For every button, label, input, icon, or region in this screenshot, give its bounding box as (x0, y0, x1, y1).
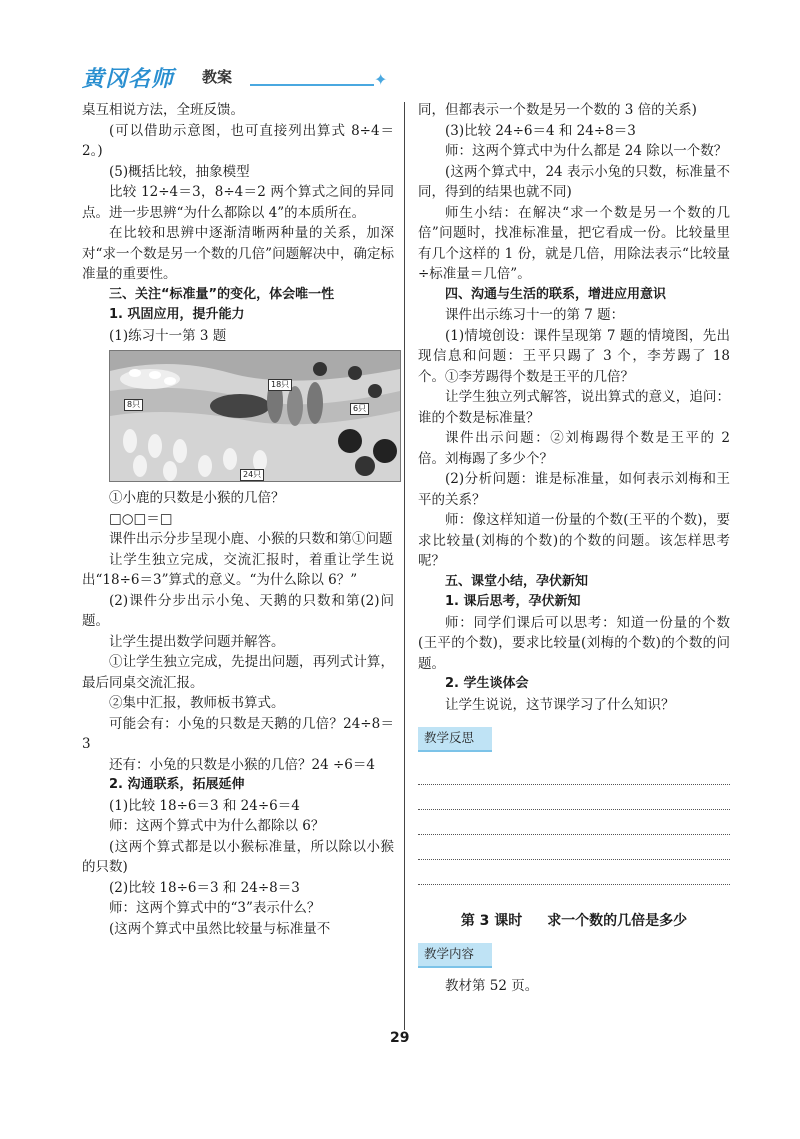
paragraph: 师生小结：在解决“求一个数是另一个数的几倍”问题时，找准标准量，把它看成一份。比较量里有几个这样的 1 份，就是几倍，用除法表示“比较量÷标准量＝几倍”。 (418, 204, 730, 282)
paragraph: (这两个算式中虽然比较量与标准量不 (109, 920, 331, 937)
paragraph: 师：这两个算式中为什么都是 24 除以一个数？ (445, 143, 728, 159)
paragraph: 让学生独立列式解答，说出算式的意义，追问：谁的个数是标准量？ (418, 389, 730, 426)
header-rule (250, 84, 374, 86)
paragraph: 师：像这样知道一份量的个数(王平的个数)，要求比较量(刘梅的个数)的个数的问题。该怎样思考呢？ (418, 512, 730, 569)
paragraph: 同，但都表示一个数是另一个数的 3 倍的关系) (418, 102, 697, 118)
section-heading: 四、沟通与生活的联系，增进应用意识 (445, 286, 667, 302)
paragraph: 课件出示分步呈现小鹿、小猴的只数和第①问题 (109, 531, 393, 547)
paragraph: (2)课件分步出示小兔、天鹅的只数和第(2)问题。 (82, 592, 394, 629)
paragraph: ①小鹿的只数是小猴的几倍？ (109, 490, 285, 506)
writing-line (418, 860, 730, 885)
lesson-title (418, 911, 730, 932)
paragraph: 课件出示问题：②刘梅踢得个数是王平的 2 倍。刘梅踢了多少个？ (418, 430, 730, 467)
paragraph: (5)概括比较，抽象模型 (109, 163, 250, 180)
column-divider (404, 102, 405, 1030)
paragraph: (1)情境创设：课件呈现第 7 题的情境图，先出现信息和问题：王平只踢了 3 个，李芳踢了 18 个。①李芳踢得个数是王平的几倍？ (418, 327, 730, 385)
brand-logo: 黄冈名师 (82, 67, 175, 92)
paragraph: (2)分析问题：谁是标准量，如何表示刘梅和王平的关系？ (418, 471, 730, 508)
paragraph: (可以借助示意图，也可直接列出算式 8÷4＝2。) (82, 122, 394, 159)
paragraph: 可能会有：小兔的只数是天鹅的几倍？24÷8＝3 (82, 715, 394, 752)
deer-count-label: 18只 (268, 379, 292, 391)
paragraph: ①让学生独立完成，先提出问题，再列式计算，最后同桌交流汇报。 (82, 654, 394, 691)
paragraph: (这两个算式都是以小猴标准量，所以除以小猴的只数) (82, 838, 394, 875)
monkey-count-label: 6只 (350, 403, 369, 415)
paragraph: (2)比较 18÷6＝3 和 24÷8＝3 (109, 879, 300, 896)
brand-subtitle: 教案 (202, 68, 233, 86)
subsection-heading: 1. 课后思考，孕伏新知 (445, 594, 581, 609)
paragraph: 让学生说说，这节课学习了什么知识？ (445, 696, 675, 713)
reflection-tag: 教学反思 (418, 727, 492, 752)
paragraph: (这两个算式中，24 表示小兔的只数，标准量不同，得到的结果也就不同) (418, 163, 730, 200)
paragraph: 师：同学们课后可以思考：知道一份量的个数(王平的个数)，要求比较量(刘梅的个数)的个数的问题。 (418, 614, 730, 672)
paragraph: 师：这两个算式中为什么都除以 6？ (109, 818, 325, 834)
swan-count-label: 8只 (124, 399, 143, 411)
paragraph: (3)比较 24÷6＝4 和 24÷8＝3 (445, 122, 636, 139)
paragraph: ②集中汇报，教师板书算式。 (109, 695, 285, 711)
rabbit-count-label: 24只 (240, 469, 264, 481)
page-header (82, 62, 722, 102)
reflection-lines (418, 760, 730, 885)
paragraph: 课件出示练习十一的第 7 题： (445, 307, 625, 323)
page-number: 29 (390, 1030, 410, 1046)
paragraph: (1)比较 18÷6＝3 和 24÷6＝4 (109, 797, 300, 814)
writing-line (418, 760, 730, 785)
subsection-heading: 2. 沟通联系，拓展延伸 (109, 777, 245, 792)
paragraph: 在比较和思辨中逐渐清晰两种量的关系，加深对“求一个数是另一个数的几倍”问题解决中，确定标准量的重要性。 (82, 225, 394, 282)
animals-scene (110, 351, 400, 481)
right-column (418, 100, 730, 996)
writing-line (418, 785, 730, 810)
content-tag: 教学内容 (418, 943, 492, 968)
sparkle-icon: ✦ (374, 70, 388, 89)
paragraph: 让学生提出数学问题并解答。 (109, 633, 285, 650)
writing-line (418, 835, 730, 860)
paragraph: 桌互相说方法，全班反馈。 (82, 102, 244, 118)
paragraph: 让学生独立完成，交流汇报时，着重让学生说出“18÷6＝3”算式的意义。“为什么除以 6？” (82, 551, 394, 588)
paragraph: 教材第 52 页。 (445, 977, 539, 994)
section-heading: 五、课堂小结，孕伏新知 (445, 573, 589, 589)
paragraph: (1)练习十一第 3 题 (109, 327, 227, 344)
exercise-illustration (109, 350, 401, 482)
left-column (82, 100, 394, 939)
equation-boxes: □○□＝□ (109, 510, 173, 527)
lesson-number: 第 3 课时 (460, 912, 523, 929)
paragraph: 师：这两个算式中的“3”表示什么？ (109, 900, 321, 916)
section-heading: 三、关注“标准量”的变化，体会唯一性 (109, 286, 335, 302)
paragraph: 比较 12÷4＝3，8÷4＝2 两个算式之间的异同点。进一步思辨“为什么都除以 4”的本质所在。 (82, 184, 394, 221)
lesson-name: 求一个数的几倍是多少 (547, 912, 688, 929)
subsection-heading: 1. 巩固应用，提升能力 (109, 307, 245, 322)
writing-line (418, 810, 730, 835)
subsection-heading: 2. 学生谈体会 (445, 676, 529, 691)
paragraph: 还有：小兔的只数是小猴的几倍？24 ÷6＝4 (109, 756, 375, 773)
